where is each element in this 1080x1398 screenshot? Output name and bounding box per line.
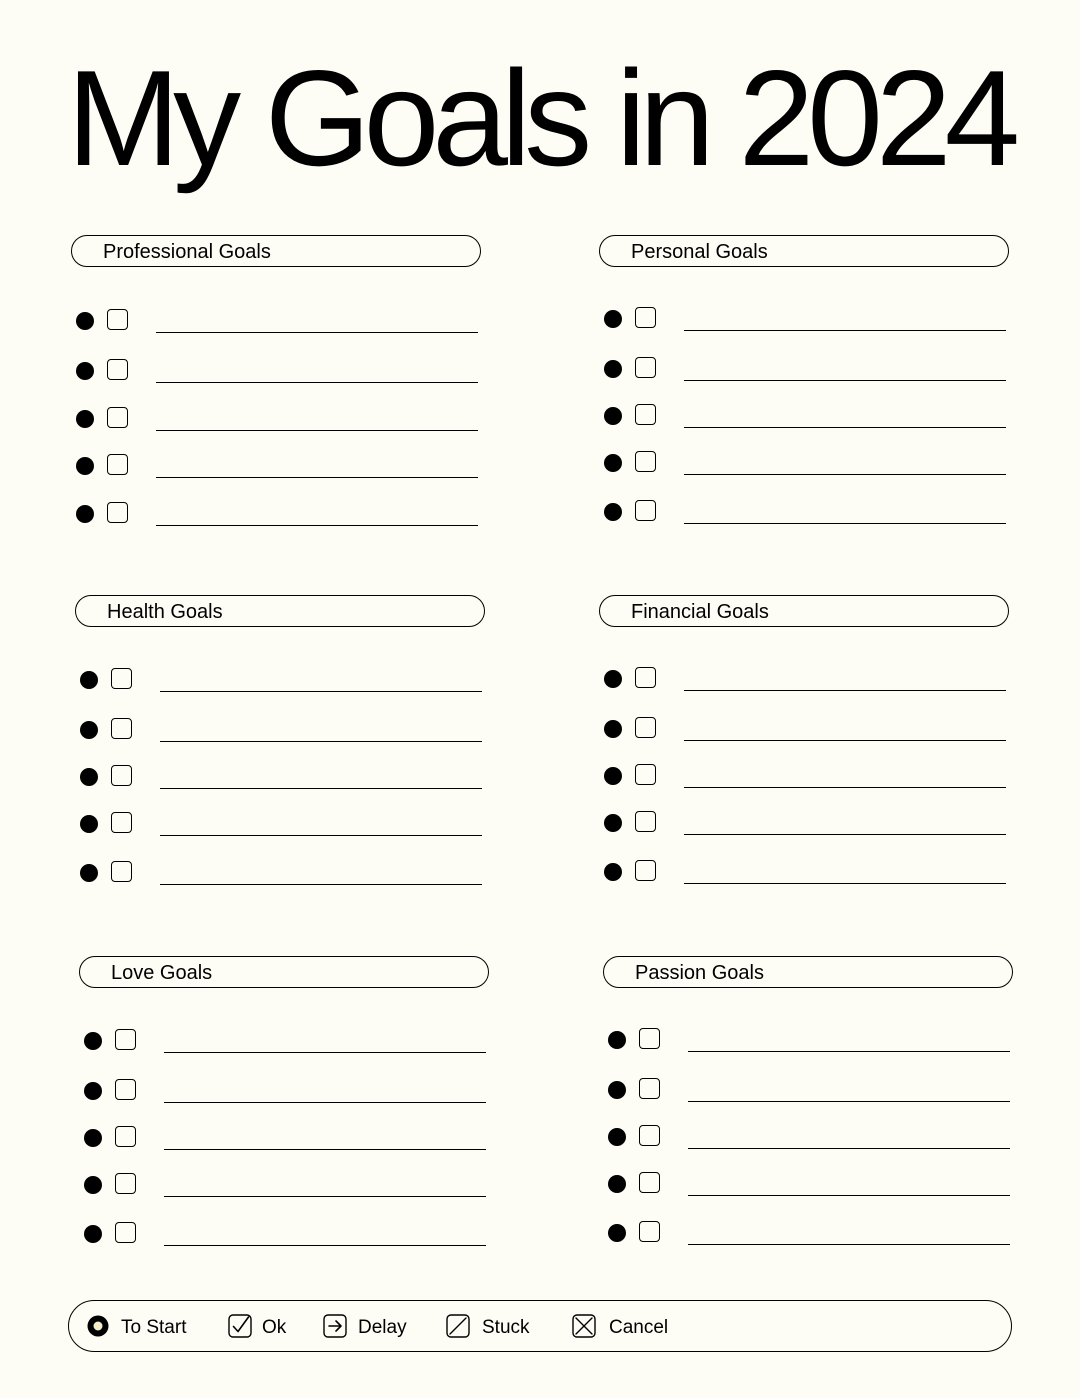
goal-row	[79, 1027, 491, 1053]
goal-write-line[interactable]	[156, 430, 478, 431]
slash-box-icon	[445, 1313, 471, 1339]
section-professional-goals	[71, 235, 483, 535]
goal-checkbox[interactable]	[635, 717, 656, 738]
goal-checkbox[interactable]	[635, 764, 656, 785]
circle-dot-icon	[85, 1313, 111, 1339]
goal-checkbox[interactable]	[111, 861, 132, 882]
goal-checkbox[interactable]	[635, 307, 656, 328]
bullet-dot-icon	[76, 312, 94, 330]
bullet-dot-icon	[608, 1175, 626, 1193]
goal-write-line[interactable]	[684, 474, 1006, 475]
bullet-dot-icon	[80, 671, 98, 689]
bullet-dot-icon	[84, 1225, 102, 1243]
goal-checkbox[interactable]	[639, 1172, 660, 1193]
bullet-dot-icon	[76, 457, 94, 475]
goal-row	[599, 498, 1011, 524]
section-health-goals	[75, 595, 487, 895]
section-header	[71, 235, 481, 267]
goal-checkbox[interactable]	[635, 667, 656, 688]
bullet-dot-icon	[76, 362, 94, 380]
section-love-goals	[79, 956, 491, 1256]
goal-checkbox[interactable]	[115, 1222, 136, 1243]
section-header	[599, 595, 1009, 627]
legend-label: Cancel	[609, 1317, 669, 1338]
goal-row	[599, 449, 1011, 475]
goal-checkbox[interactable]	[635, 811, 656, 832]
bullet-dot-icon	[84, 1082, 102, 1100]
bullet-dot-icon	[604, 360, 622, 378]
bullet-dot-icon	[604, 670, 622, 688]
bullet-dot-icon	[80, 768, 98, 786]
goal-write-line[interactable]	[684, 427, 1006, 428]
bullet-dot-icon	[84, 1129, 102, 1147]
bullet-dot-icon	[604, 767, 622, 785]
section-header	[599, 235, 1009, 267]
bullet-dot-icon	[608, 1128, 626, 1146]
goal-row	[599, 402, 1011, 428]
legend-label: Delay	[358, 1317, 407, 1338]
goal-checkbox[interactable]	[115, 1173, 136, 1194]
section-financial-goals	[599, 595, 1011, 895]
goal-checkbox[interactable]	[635, 357, 656, 378]
goal-row	[603, 1123, 1015, 1149]
goal-row	[71, 452, 483, 478]
goal-row	[79, 1077, 491, 1103]
goal-row	[71, 500, 483, 526]
goal-checkbox[interactable]	[115, 1029, 136, 1050]
goal-row	[599, 355, 1011, 381]
bullet-dot-icon	[608, 1081, 626, 1099]
goal-checkbox[interactable]	[107, 309, 128, 330]
bullet-dot-icon	[608, 1224, 626, 1242]
goal-checkbox[interactable]	[635, 500, 656, 521]
section-title: Passion Goals	[635, 962, 764, 984]
bullet-dot-icon	[604, 310, 622, 328]
goal-checkbox[interactable]	[107, 502, 128, 523]
goal-checkbox[interactable]	[639, 1028, 660, 1049]
goal-row	[599, 858, 1011, 884]
arrow-right-box-icon	[322, 1313, 348, 1339]
section-header	[75, 595, 485, 627]
goal-write-line[interactable]	[684, 740, 1006, 741]
goal-checkbox[interactable]	[635, 451, 656, 472]
goal-row	[79, 1220, 491, 1246]
x-box-icon	[571, 1313, 597, 1339]
bullet-dot-icon	[608, 1031, 626, 1049]
goal-write-line[interactable]	[688, 1101, 1010, 1102]
goal-row	[79, 1124, 491, 1150]
goal-row	[603, 1026, 1015, 1052]
goal-checkbox[interactable]	[111, 668, 132, 689]
goal-write-line[interactable]	[160, 835, 482, 836]
goal-row	[79, 1171, 491, 1197]
goal-checkbox[interactable]	[111, 765, 132, 786]
section-header	[603, 956, 1013, 988]
goal-row	[599, 305, 1011, 331]
goal-checkbox[interactable]	[639, 1221, 660, 1242]
bullet-dot-icon	[76, 410, 94, 428]
goal-write-line[interactable]	[684, 787, 1006, 788]
goal-write-line[interactable]	[160, 741, 482, 742]
goal-checkbox[interactable]	[111, 718, 132, 739]
goal-checkbox[interactable]	[635, 404, 656, 425]
bullet-dot-icon	[604, 814, 622, 832]
bullet-dot-icon	[604, 863, 622, 881]
section-title: Personal Goals	[631, 241, 768, 263]
goal-checkbox[interactable]	[107, 359, 128, 380]
goal-row	[603, 1219, 1015, 1245]
page-title: My Goals in 2024	[66, 42, 1014, 194]
goal-write-line[interactable]	[164, 1102, 486, 1103]
legend-label: Ok	[262, 1317, 287, 1338]
goal-write-line[interactable]	[684, 690, 1006, 691]
bullet-dot-icon	[604, 503, 622, 521]
goal-write-line[interactable]	[688, 1195, 1010, 1196]
goal-write-line[interactable]	[688, 1051, 1010, 1052]
goal-checkbox[interactable]	[115, 1126, 136, 1147]
goal-write-line[interactable]	[156, 525, 478, 526]
goal-write-line[interactable]	[164, 1149, 486, 1150]
legend-label: Stuck	[482, 1317, 530, 1338]
goal-write-line[interactable]	[156, 477, 478, 478]
goal-write-line[interactable]	[160, 788, 482, 789]
bullet-dot-icon	[84, 1176, 102, 1194]
goal-row	[603, 1076, 1015, 1102]
goal-row	[603, 1170, 1015, 1196]
goal-checkbox[interactable]	[107, 407, 128, 428]
section-personal-goals	[599, 235, 1011, 535]
bullet-dot-icon	[80, 864, 98, 882]
goal-row	[71, 307, 483, 333]
goal-write-line[interactable]	[164, 1245, 486, 1246]
section-header	[79, 956, 489, 988]
bullet-dot-icon	[76, 505, 94, 523]
goal-checkbox[interactable]	[115, 1079, 136, 1100]
goal-write-line[interactable]	[684, 523, 1006, 524]
bullet-dot-icon	[604, 720, 622, 738]
section-title: Health Goals	[107, 601, 223, 623]
goal-write-line[interactable]	[684, 380, 1006, 381]
goal-write-line[interactable]	[684, 834, 1006, 835]
goal-row	[599, 762, 1011, 788]
section-title: Professional Goals	[103, 241, 271, 263]
goal-write-line[interactable]	[164, 1052, 486, 1053]
goal-row	[75, 810, 487, 836]
section-title: Love Goals	[111, 962, 213, 984]
goal-write-line[interactable]	[160, 691, 482, 692]
goal-write-line[interactable]	[684, 883, 1006, 884]
goal-row	[599, 715, 1011, 741]
goal-row	[75, 763, 487, 789]
bullet-dot-icon	[604, 454, 622, 472]
goal-row	[75, 716, 487, 742]
goal-write-line[interactable]	[688, 1148, 1010, 1149]
goal-write-line[interactable]	[160, 884, 482, 885]
bullet-dot-icon	[80, 815, 98, 833]
goal-row	[75, 666, 487, 692]
legend-label: To Start	[121, 1317, 187, 1338]
goal-checkbox[interactable]	[111, 812, 132, 833]
goal-write-line[interactable]	[164, 1196, 486, 1197]
goal-write-line[interactable]	[684, 330, 1006, 331]
goal-checkbox[interactable]	[639, 1125, 660, 1146]
goal-write-line[interactable]	[156, 382, 478, 383]
goal-row	[71, 357, 483, 383]
goal-write-line[interactable]	[156, 332, 478, 333]
goal-row	[71, 405, 483, 431]
goal-row	[599, 665, 1011, 691]
bullet-dot-icon	[84, 1032, 102, 1050]
goal-checkbox[interactable]	[107, 454, 128, 475]
section-passion-goals	[603, 956, 1015, 1256]
bullet-dot-icon	[80, 721, 98, 739]
goal-checkbox[interactable]	[639, 1078, 660, 1099]
goal-row	[599, 809, 1011, 835]
goal-write-line[interactable]	[688, 1244, 1010, 1245]
checkbox-check-icon	[227, 1313, 253, 1339]
goal-row	[75, 859, 487, 885]
section-title: Financial Goals	[631, 601, 769, 623]
goal-checkbox[interactable]	[635, 860, 656, 881]
bullet-dot-icon	[604, 407, 622, 425]
status-legend	[68, 1300, 1012, 1352]
